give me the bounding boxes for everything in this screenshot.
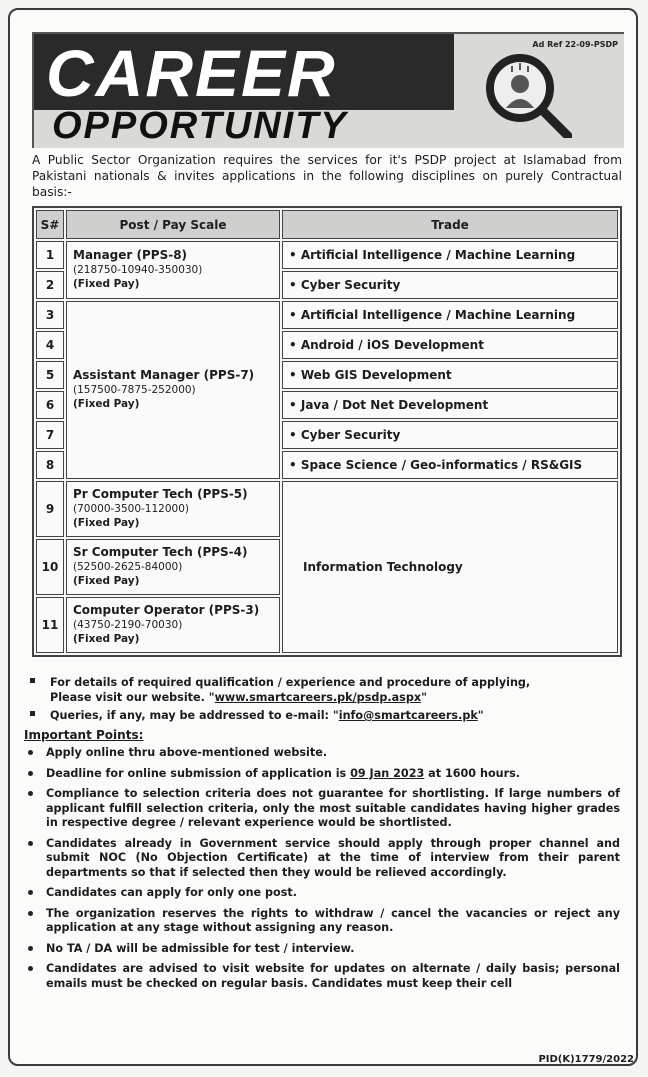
bullet-icon — [28, 791, 33, 796]
post-fixed: (Fixed Pay) — [73, 278, 140, 291]
important-points-heading: Important Points: — [24, 727, 144, 742]
header-trade: Trade — [282, 210, 618, 239]
row-sn: 6 — [36, 391, 64, 419]
post-fixed: (Fixed Pay) — [73, 575, 140, 588]
banner-title-career: CAREER — [46, 36, 337, 110]
deadline-prefix: Deadline for online submission of application is — [46, 766, 351, 780]
queries-prefix: Queries, if any, may be addressed to e-mail: " — [50, 709, 339, 722]
trade-cell: • Artificial Intelligence / Machine Learning — [282, 301, 618, 329]
post-cell — [66, 301, 280, 479]
point-item — [24, 886, 620, 901]
trade-cell: • Cyber Security — [282, 421, 618, 449]
post-fixed: (Fixed Pay) — [73, 517, 140, 530]
post-title: Pr Computer Tech (PPS-5) — [73, 487, 248, 502]
bullet-icon — [28, 750, 33, 755]
row-sn: 5 — [36, 361, 64, 389]
trade-cell: • Space Science / Geo-informatics / RS&GIS — [282, 451, 618, 479]
details-note — [24, 676, 620, 705]
header-sn: S# — [36, 210, 64, 239]
post-fixed: (Fixed Pay) — [73, 398, 140, 411]
row-sn: 2 — [36, 271, 64, 299]
bullet-icon — [28, 946, 33, 951]
notes-section — [24, 676, 620, 997]
bullet-icon — [28, 771, 33, 776]
bullet-icon — [28, 966, 33, 971]
point-item — [24, 787, 620, 831]
row-sn: 4 — [36, 331, 64, 359]
point-text: Apply online thru above-mentioned website. — [46, 746, 328, 759]
jobs-table — [32, 206, 622, 657]
post-cell — [66, 597, 280, 653]
point-text: Candidates already in Government service should apply through proper channel and submit NOC (No Objection Certificate) at the time of interview from their parent departments so that if selected then they would be relieved accordingly. — [46, 836, 620, 879]
header-post: Post / Pay Scale — [66, 210, 280, 239]
row-sn: 3 — [36, 301, 64, 329]
trade-cell: • Cyber Security — [282, 271, 618, 299]
row-sn: 10 — [36, 539, 64, 595]
table-row — [36, 241, 618, 269]
point-item — [24, 907, 620, 936]
point-text: Compliance to selection criteria does not guarantee for shortlisting. If large numbers of applicant fulfill selection criteria, only the most suitable candidates having higher grades in respective degree / relevant experience would be shortlisted. — [46, 787, 620, 829]
ad-reference: Ad Ref 22-09-PSDP — [532, 40, 618, 49]
post-scale: (43750-2190-70030) — [73, 618, 183, 631]
banner-title-opportunity: OPPORTUNITY — [52, 105, 348, 147]
magnifier-person-icon — [482, 48, 572, 138]
queries-suffix: " — [477, 709, 484, 722]
post-title: Manager (PPS-8) — [73, 248, 188, 263]
details-line-1: For details of required qualification / experience and procedure of applying, — [50, 676, 531, 689]
deadline-date: 09 Jan 2023 — [350, 766, 425, 780]
career-banner — [32, 32, 624, 148]
details-line-2 — [50, 691, 620, 706]
row-sn: 1 — [36, 241, 64, 269]
trade-cell: • Web GIS Development — [282, 361, 618, 389]
bullet-icon — [28, 911, 33, 916]
post-scale: (70000-3500-112000) — [73, 502, 189, 515]
row-sn: 11 — [36, 597, 64, 653]
square-bullet-icon — [30, 678, 35, 683]
details-prefix: Please visit our website. " — [50, 690, 215, 704]
post-title: Sr Computer Tech (PPS-4) — [73, 545, 248, 560]
deadline-suffix: at 1600 hours. — [424, 766, 521, 780]
point-text: Candidates are advised to visit website for updates on alternate / daily basis; personal emails must be checked on regular basis. Candidates must keep their cell — [46, 962, 620, 990]
pid-number: PID(K)1779/2022 — [538, 1054, 634, 1065]
post-scale: (218750-10940-350030) — [73, 263, 203, 276]
point-item — [24, 962, 620, 991]
post-cell — [66, 481, 280, 537]
trade-cell: • Android / iOS Development — [282, 331, 618, 359]
point-item — [24, 746, 620, 761]
table-row — [36, 301, 618, 329]
bullet-icon — [28, 890, 33, 895]
email-link[interactable]: info@smartcareers.pk — [338, 709, 478, 722]
point-text: No TA / DA will be admissible for test / interview. — [46, 941, 355, 955]
post-scale: (157500-7875-252000) — [73, 383, 196, 396]
post-title: Computer Operator (PPS-3) — [73, 603, 260, 618]
post-scale: (52500-2625-84000) — [73, 560, 183, 573]
row-sn: 7 — [36, 421, 64, 449]
point-item-deadline — [24, 767, 620, 782]
post-cell — [66, 539, 280, 595]
post-fixed: (Fixed Pay) — [73, 633, 140, 646]
queries-note — [24, 709, 620, 724]
point-item — [24, 837, 620, 881]
post-cell — [66, 241, 280, 299]
website-link[interactable]: www.smartcareers.pk/psdp.aspx — [214, 690, 422, 704]
point-text: The organization reserves the rights to withdraw / cancel the vacancies or reject any application at any stage without assigning any reason. — [46, 906, 620, 934]
post-title: Assistant Manager (PPS-7) — [73, 368, 255, 383]
point-item — [24, 942, 620, 957]
it-trade-label: Information Technology — [303, 560, 463, 574]
table-header-row — [36, 210, 618, 239]
square-bullet-icon — [30, 711, 35, 716]
trade-cell-it — [282, 481, 618, 653]
trade-cell: • Java / Dot Net Development — [282, 391, 618, 419]
details-suffix: " — [421, 690, 427, 704]
row-sn: 8 — [36, 451, 64, 479]
intro-paragraph: A Public Sector Organization requires the services for it's PSDP project at Islamabad from Pakistani nationals & invites applications in the following disciplines on purely Contractual basis:- — [32, 153, 622, 199]
bullet-icon — [28, 841, 33, 846]
point-text: Candidates can apply for only one post. — [46, 886, 297, 899]
trade-cell: • Artificial Intelligence / Machine Learning — [282, 241, 618, 269]
table-row — [36, 481, 618, 537]
row-sn: 9 — [36, 481, 64, 537]
